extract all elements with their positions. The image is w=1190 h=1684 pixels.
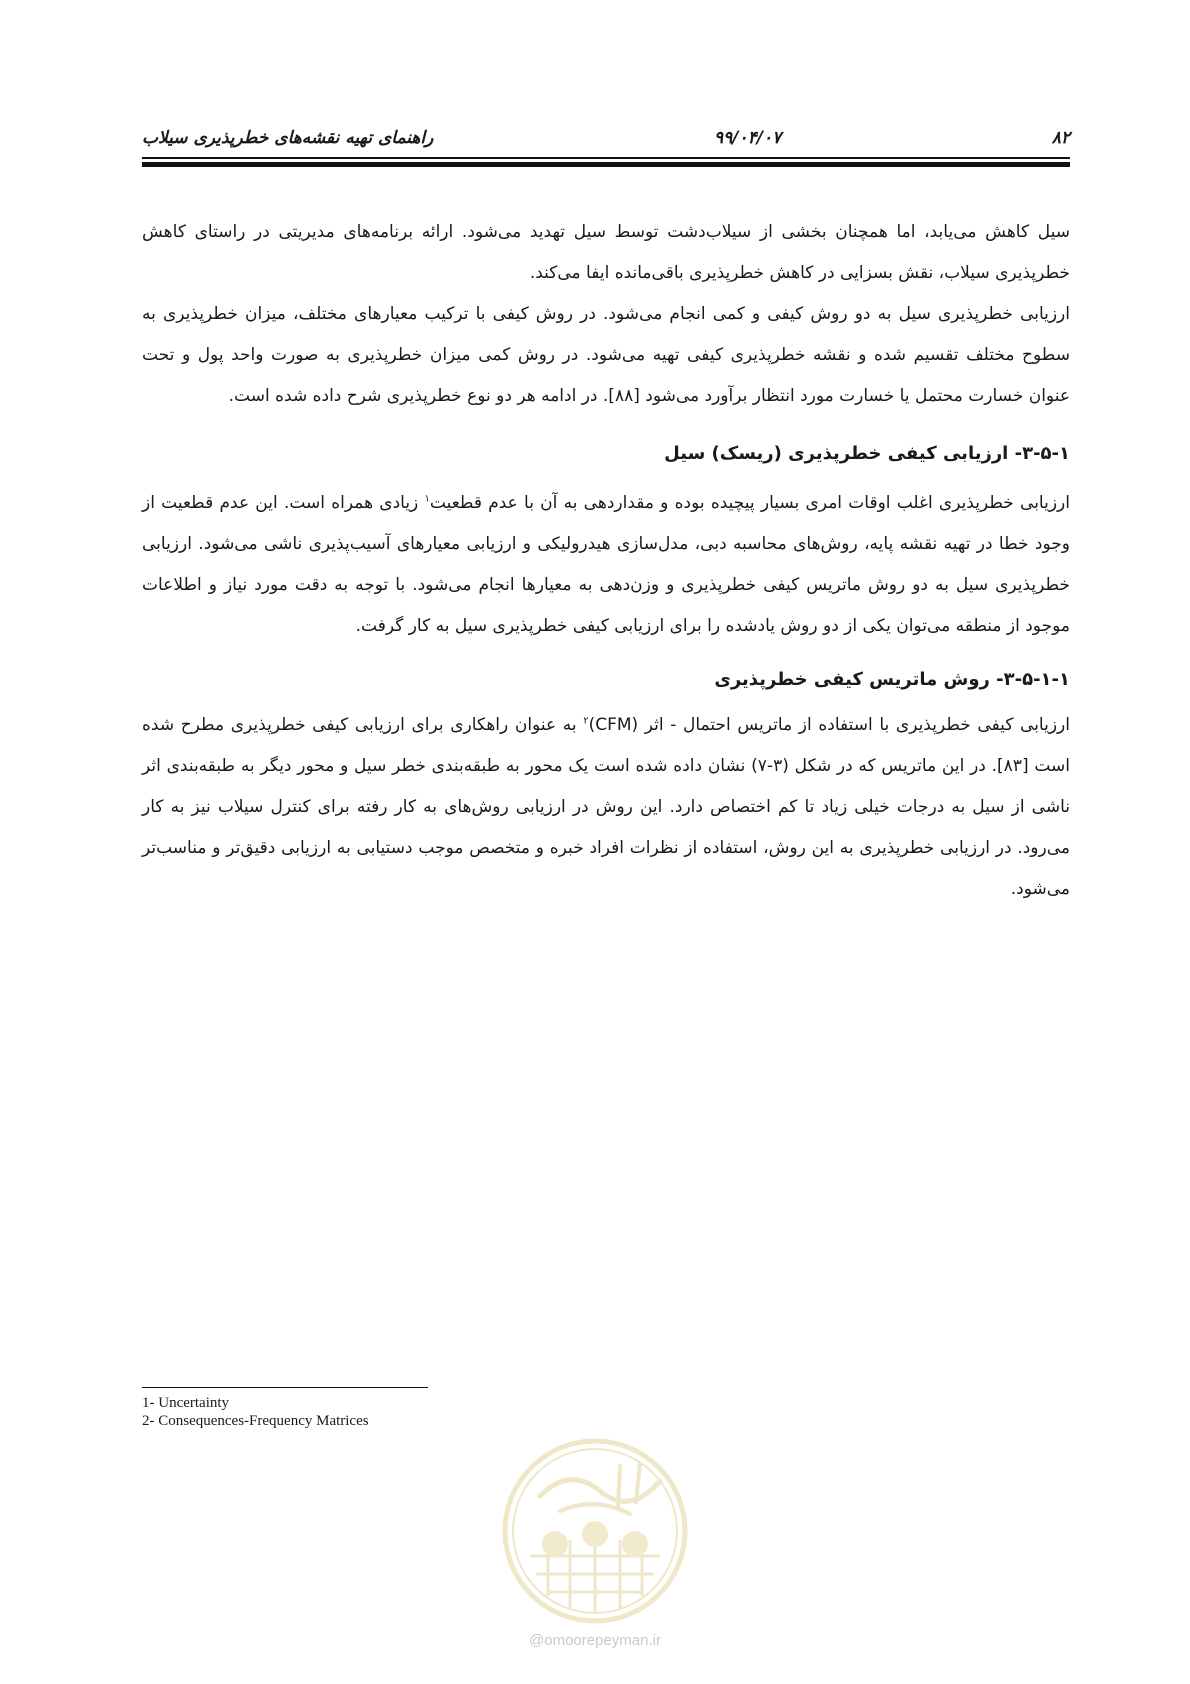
footnote-rule — [142, 1387, 428, 1388]
footnote-ref-2: ۲ — [583, 715, 589, 727]
section-heading-3-5-1: ۳-۵-۱- ارزیابی کیفی خطرپذیری (ریسک) سیل — [664, 443, 1070, 464]
header-rule-thin — [142, 157, 1070, 159]
watermark-seal-logo — [500, 1436, 690, 1626]
paragraph-4-part-a: ارزیابی کیفی خطرپذیری با استفاده از ماتریس احتمال - اثر (CFM) — [588, 715, 1070, 735]
paragraph-3-part-a: ارزیابی خطرپذیری اغلب اوقات امری بسیار پیچیده بوده و مقداردهی به آن با عدم قطعیت — [429, 493, 1070, 513]
paragraph-4-part-b: به عنوان راهکاری برای ارزیابی کیفی خطرپذیری مطرح شده است [۸۳]. در این ماتریس که در شکل (۳-۷) نشان داده شده است یک محور به طبقه‌بندی خطر سیل و محور دیگر به طبقه‌بندی اثر ناشی از سیل به درجات خیلی زیاد تا کم اختصاص دارد. این روش در ارزیابی روش‌های به کار رفته برای کنترل سیلاب نیز به کار می‌رود. در ارزیابی خطرپذیری به این روش، استفاده از نظرات افراد خبره و متخصص موجب دستیابی به ارزیابی دقیق‌تر و مناسب‌تر می‌شود. — [142, 715, 1070, 899]
footnotes — [142, 1394, 642, 1430]
paragraph-2: ارزیابی خطرپذیری سیل به دو روش کیفی و کمی انجام می‌شود. در روش کیفی با ترکیب معیارهای مختلف، میزان خطرپذیری به سطوح مختلف تقسیم شده و نقشه خطرپذیری کیفی تهیه می‌شود. در روش کمی میزان خطرپذیری به صورت واحد پول و تحت عنوان خسارت محتمل یا خسارت مورد انتظار برآورد می‌شود [۸۸]. در ادامه هر دو نوع خطرپذیری شرح داده شده است. — [142, 304, 1070, 406]
body-content — [142, 212, 1070, 910]
header-rule-thick — [142, 162, 1070, 167]
footnote-2: 2- Consequences-Frequency Matrices — [142, 1413, 369, 1429]
paragraph-1: سیل کاهش می‌یابد، اما همچنان بخشی از سیلاب‌دشت توسط سیل تهدید می‌شود. ارائه برنامه‌های مدیریتی در راستای کاهش خطرپذیری سیلاب، نقش بسزایی در کاهش خطرپذیری باقی‌مانده ایفا می‌کند. — [142, 222, 1070, 283]
paragraph-3 — [142, 483, 1070, 647]
section-heading-3-5-1-1: ۳-۵-۱-۱- روش ماتریس کیفی خطرپذیری — [714, 669, 1070, 690]
footnote-ref-1: ۱ — [424, 493, 430, 505]
paragraph-4 — [142, 705, 1070, 910]
page-number: ۸۲ — [1051, 128, 1070, 148]
header-date: ۹۹/۰۴/۰۷ — [714, 128, 782, 148]
header-title: راهنمای تهیه نقشه‌های خطرپذیری سیلاب — [142, 128, 434, 148]
page-header — [142, 128, 1070, 154]
footnote-1: 1- Uncertainty — [142, 1395, 230, 1411]
paragraph-3-part-b: زیادی همراه است. این عدم قطعیت از وجود خطا در تهیه نقشه پایه، روش‌های محاسبه دبی، مدل‌سازی هیدرولیکی و ارزیابی معیارهای آسیب‌پذیری ناشی می‌شود. ارزیابی خطرپذیری سیل به دو روش ماتریس کیفی خطرپذیری و وزن‌دهی به معیارها انجام می‌شود. با توجه به دقت مورد نیاز و اطلاعات موجود از منطقه می‌توان یکی از دو روش یادشده را برای ارزیابی کیفی خطرپذیری سیل به کار گرفت. — [142, 493, 1070, 636]
watermark-url: @omoorepeyman.ir — [529, 1632, 661, 1649]
